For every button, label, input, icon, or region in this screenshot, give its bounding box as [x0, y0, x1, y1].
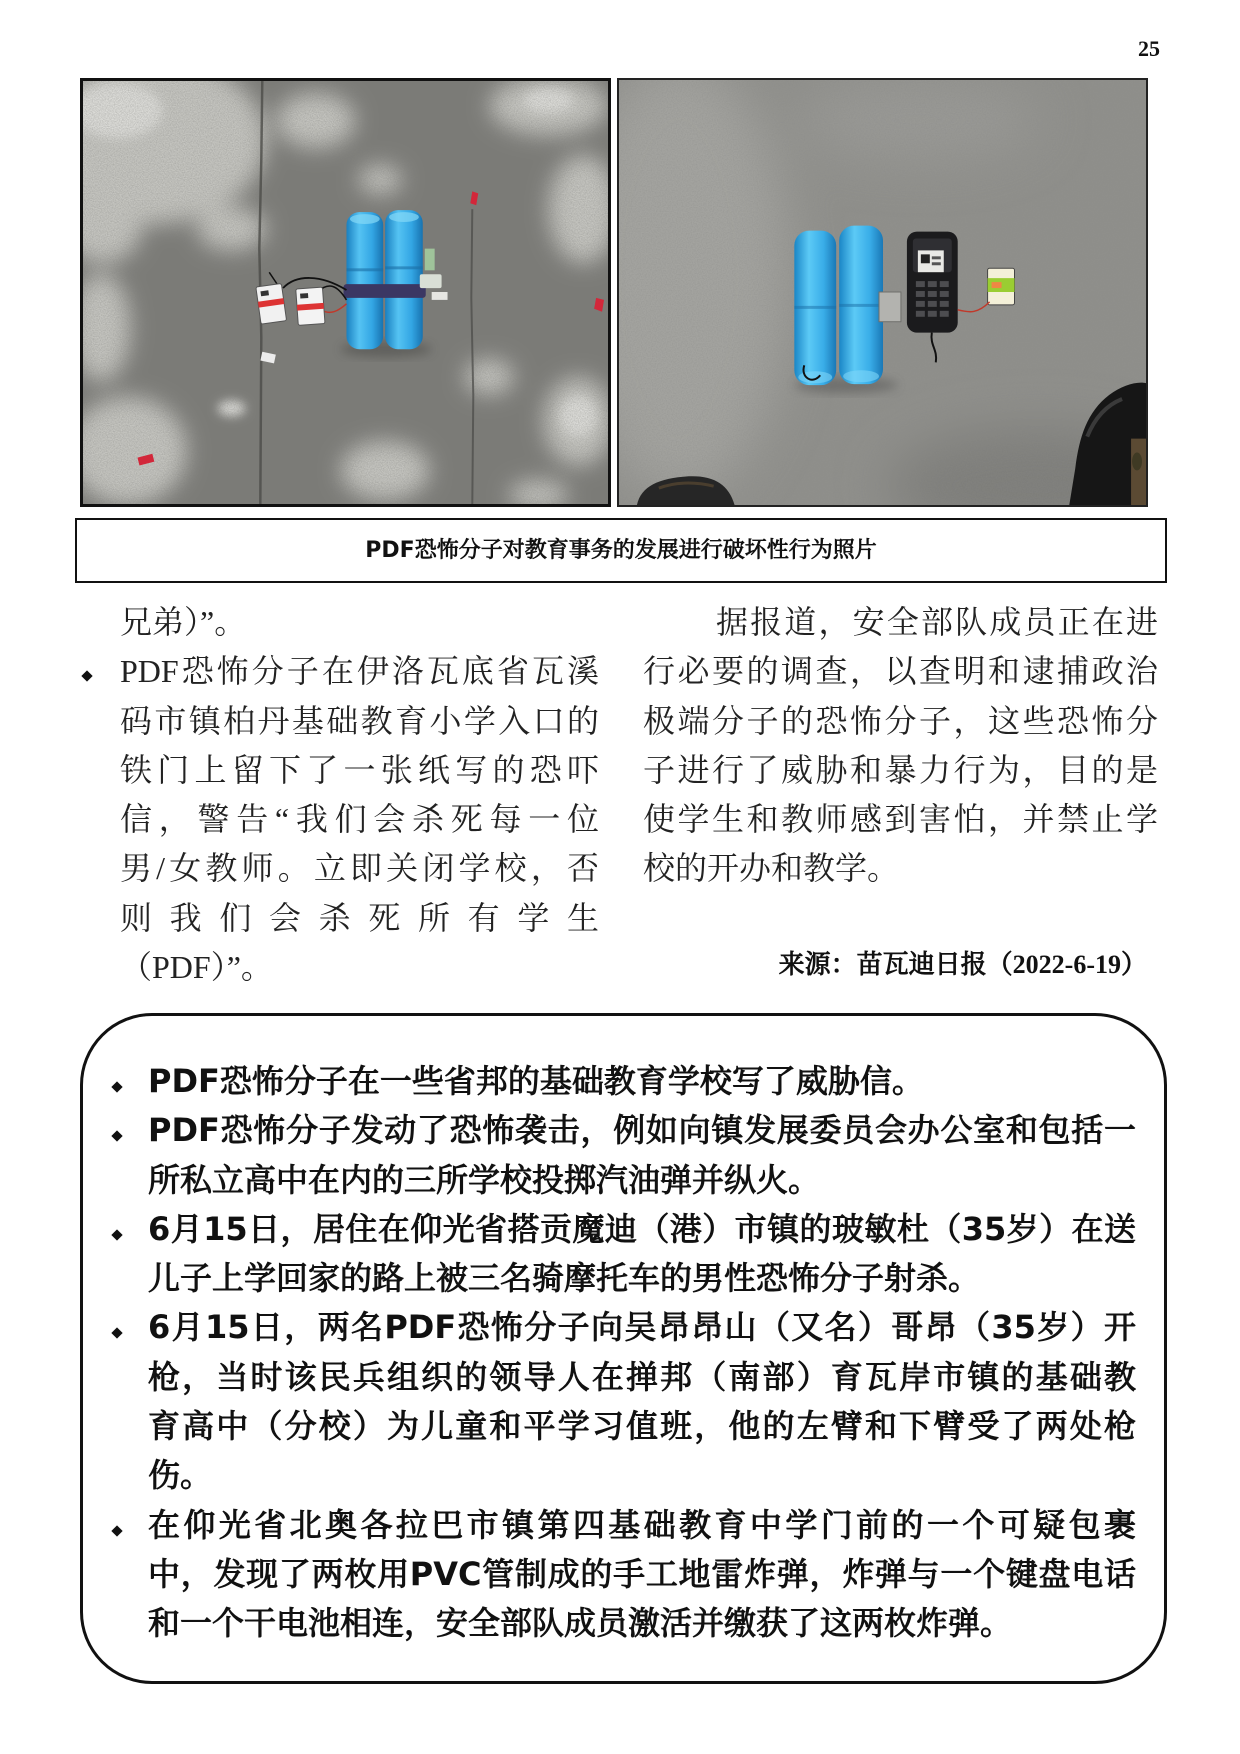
- text-line: 信，警告“我们会杀死每一位: [120, 801, 599, 838]
- text-line: 校的开办和教学。: [643, 850, 900, 887]
- text-line: 中，发现了两枚用PVC管制成的手工地雷炸弹，炸弹与一个键盘电话: [148, 1554, 1136, 1593]
- text-line: 码市镇柏丹基础教育小学入口的: [120, 702, 599, 739]
- text-line: PDF恐怖分子在伊洛瓦底省瓦溪: [120, 653, 599, 690]
- diamond-bullet-icon: [111, 1525, 122, 1536]
- text-line: 男/女教师。立即关闭学校，否: [120, 850, 599, 887]
- photo-left: [80, 78, 611, 507]
- paragraph-body: [148, 1303, 1136, 1500]
- bullet-item: [120, 647, 599, 992]
- text-line: PDF恐怖分子发动了恐怖袭击，例如向镇发展委员会办公室和包括一: [148, 1111, 1136, 1150]
- summary-bullet-item: [148, 1501, 1136, 1649]
- summary-bullet-item: [148, 1057, 1136, 1106]
- paragraph: [643, 598, 1158, 894]
- paragraph-body: [643, 598, 1158, 894]
- text-line: PDF恐怖分子在一些省邦的基础教育学校写了威胁信。: [148, 1062, 924, 1100]
- battery: [988, 268, 1015, 305]
- text-line: 枪，当时该民兵组织的领导人在掸邦（南部）育瓦岸市镇的基础教: [148, 1357, 1136, 1396]
- text-line: 极端分子的恐怖分子，这些恐怖分: [643, 702, 1158, 739]
- summary-bullet-item: [148, 1303, 1136, 1500]
- diamond-bullet-icon: [111, 1131, 122, 1142]
- source-line: 来源：苗瓦迪日报（2022-6-19）: [778, 950, 1147, 979]
- photo-right: [617, 78, 1148, 507]
- text-line: 据报道，安全部队成员正在进: [716, 604, 1158, 640]
- summary-box: [80, 1013, 1167, 1684]
- paragraph-body: [148, 1106, 1136, 1205]
- paragraph-body: [120, 647, 599, 992]
- left-column: [120, 598, 599, 992]
- paragraph-body: [148, 1205, 1136, 1304]
- text-line: 6月15日，两名PDF恐怖分子向吴昂昂山（又名）哥昂（35岁）开: [148, 1308, 1136, 1347]
- paragraph-body: [148, 1501, 1136, 1649]
- paragraph: [120, 598, 599, 647]
- diamond-bullet-icon: [81, 671, 92, 682]
- summary-bullet-item: [148, 1106, 1136, 1205]
- diamond-bullet-icon: [111, 1081, 122, 1092]
- text-line: 行必要的调查，以查明和逮捕政治: [643, 653, 1158, 690]
- text-line: 伤。: [148, 1456, 213, 1495]
- text-line: 铁门上留下了一张纸写的恐吓: [120, 751, 599, 788]
- photo-right-scene: [619, 80, 1146, 505]
- photo-left-scene: [83, 81, 608, 504]
- text-line: 6月15日，居住在仰光省搭贡魔迪（港）市镇的玻敏杜（35岁）在送: [148, 1209, 1136, 1248]
- text-line: 儿子上学回家的路上被三名骑摩托车的男性恐怖分子射杀。: [148, 1259, 981, 1298]
- text-line: 使学生和教师感到害怕，并禁止学: [643, 801, 1158, 838]
- paragraph-body: [148, 1057, 1136, 1106]
- text-line: （PDF）”。: [120, 949, 273, 986]
- small-package: [879, 292, 901, 322]
- text-line: 在仰光省北奥各拉巴市镇第四基础教育中学门前的一个可疑包裹: [148, 1505, 1136, 1544]
- photo-caption: PDF恐怖分子对教育事务的发展进行破坏性行为照片: [365, 537, 877, 563]
- text-line: 和一个干电池相连，安全部队成员激活并缴获了这两枚炸弹。: [148, 1604, 1013, 1643]
- diamond-bullet-icon: [111, 1229, 122, 1240]
- photo-caption-box: [75, 518, 1167, 583]
- text-line: 兄弟）”。: [120, 604, 247, 640]
- diamond-bullet-icon: [111, 1328, 122, 1339]
- right-column: [643, 598, 1158, 894]
- paragraph-body: [120, 598, 599, 647]
- summary-bullet-item: [148, 1205, 1136, 1304]
- text-line: 则我们会杀死所有学生: [120, 899, 599, 936]
- battery: [256, 284, 287, 325]
- text-line: 育高中（分校）为儿童和平学习值班，他的左臂和下臂受了两处枪: [148, 1407, 1136, 1446]
- text-line: 子进行了威胁和暴力行为，目的是: [643, 751, 1158, 788]
- page-number: 25: [1138, 36, 1160, 61]
- text-line: 所私立高中在内的三所学校投掷汽油弹并纵火。: [148, 1160, 821, 1199]
- battery: [296, 287, 325, 325]
